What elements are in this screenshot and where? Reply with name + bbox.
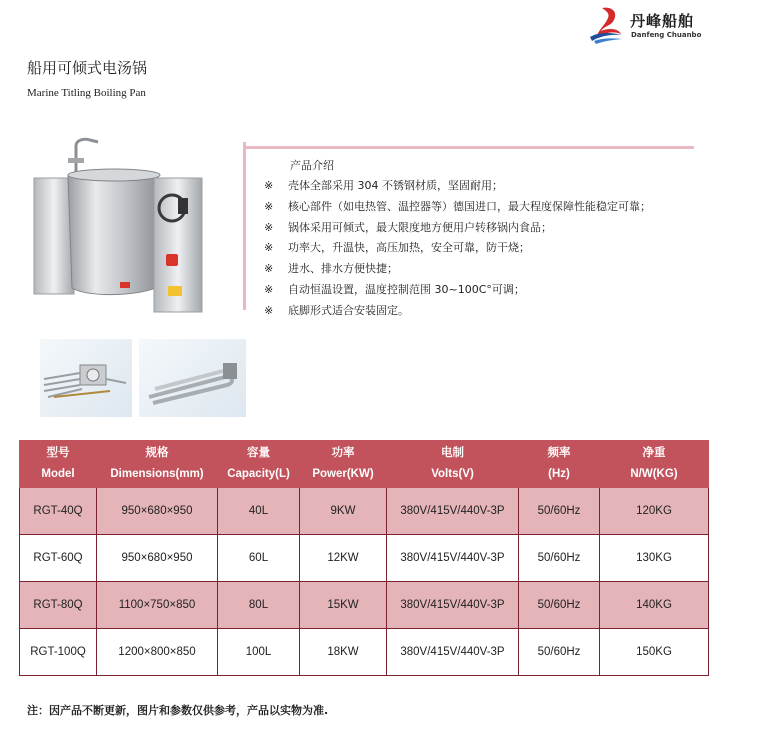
brand-name-en: Danfeng Chuanbo: [631, 31, 702, 39]
cell-model: RGT-60Q: [20, 535, 97, 582]
cell-power: 18KW: [300, 629, 387, 676]
feature-item: [264, 177, 651, 198]
cell-volts: 380V/415V/440V-3P: [387, 629, 519, 676]
table-row: [20, 582, 709, 629]
feature-text: 锅体采用可倾式，最大限度地方便用户转移锅内食品；: [288, 220, 552, 234]
header-cn: 规格: [145, 447, 169, 459]
feature-item: [264, 239, 651, 260]
bullet-mark: ※: [264, 199, 274, 213]
cell-capacity: 40L: [218, 488, 300, 535]
cell-model: RGT-80Q: [20, 582, 97, 629]
bullet-mark: ※: [264, 220, 274, 234]
header-en: Model: [41, 468, 75, 480]
feature-text: 壳体全部采用 304 不锈钢材质，坚固耐用；: [288, 179, 503, 192]
header-en: N/W(KG): [630, 468, 678, 480]
cell-capacity: 100L: [218, 629, 300, 676]
cell-dimensions: 950×680×950: [97, 488, 218, 535]
cell-model: RGT-40Q: [20, 488, 97, 535]
cell-model: RGT-100Q: [20, 629, 97, 676]
header-en: Dimensions(mm): [110, 468, 204, 480]
accent-horizontal-line: [246, 146, 694, 149]
cell-dimensions: 1200×800×850: [97, 629, 218, 676]
thermostat-photo: [40, 339, 132, 417]
header-capacity: [218, 441, 300, 488]
bullet-mark: ※: [264, 282, 274, 296]
danfeng-logo-icon: [588, 4, 628, 44]
accent-vertical-line: [243, 142, 246, 310]
header-cn: 频率: [547, 447, 571, 459]
heating-element-photo: [139, 339, 246, 417]
cell-weight: 150KG: [600, 629, 709, 676]
header-cn: 电制: [441, 447, 464, 459]
cell-frequency: 50/60Hz: [519, 488, 600, 535]
feature-item: [264, 219, 651, 240]
feature-text: 自动恒温设置，温度控制范围 30~100C°可调；: [288, 282, 525, 296]
header-cn: 型号: [46, 447, 70, 459]
feature-item: [264, 281, 651, 302]
bullet-mark: ※: [264, 241, 274, 255]
header-weight: [600, 441, 709, 488]
boiling-pan-photo: [28, 136, 250, 322]
table-header-row: [20, 441, 709, 488]
feature-text: 核心部件（如电热管、温控器等）德国进口，最大程度保障性能稳定可靠；: [288, 199, 651, 213]
cell-capacity: 60L: [218, 535, 300, 582]
cell-volts: 380V/415V/440V-3P: [387, 582, 519, 629]
cell-volts: 380V/415V/440V-3P: [387, 488, 519, 535]
spec-table: [19, 440, 709, 676]
disclaimer-note: 注：因产品不断更新，图片和参数仅供参考，产品以实物为准.: [27, 704, 329, 717]
feature-item: [264, 260, 651, 281]
header-en: Volts(V): [431, 468, 474, 480]
cell-power: 12KW: [300, 535, 387, 582]
bullet-mark: ※: [264, 303, 274, 317]
table-row: [20, 629, 709, 676]
header-cn: 容量: [247, 447, 270, 459]
cell-frequency: 50/60Hz: [519, 582, 600, 629]
header-en: Power(KW): [312, 468, 374, 480]
feature-text: 底脚形式适合安装固定。: [288, 303, 409, 317]
header-frequency: [519, 441, 600, 488]
feature-item: [264, 302, 651, 323]
intro-title: 产品介绍: [290, 159, 334, 172]
bullet-mark: ※: [264, 262, 274, 276]
cell-volts: 380V/415V/440V-3P: [387, 535, 519, 582]
feature-text: 功率大，升温快，高压加热，安全可靠，防干烧；: [288, 241, 530, 255]
header-en: (Hz): [548, 468, 570, 480]
header-model: [20, 441, 97, 488]
cell-weight: 120KG: [600, 488, 709, 535]
cell-weight: 140KG: [600, 582, 709, 629]
brand-name-cn: 丹峰船舶: [630, 12, 695, 30]
table-row: [20, 488, 709, 535]
cell-dimensions: 950×680×950: [97, 535, 218, 582]
table-row: [20, 535, 709, 582]
cell-power: 9KW: [300, 488, 387, 535]
cell-dimensions: 1100×750×850: [97, 582, 218, 629]
header-cn: 净重: [642, 447, 666, 459]
cell-capacity: 80L: [218, 582, 300, 629]
header-en: Capacity(L): [227, 468, 290, 480]
cell-weight: 130KG: [600, 535, 709, 582]
feature-text: 进水、排水方便快捷；: [288, 262, 398, 276]
page-title-cn: 船用可倾式电汤锅: [27, 59, 148, 77]
feature-item: [264, 198, 651, 219]
header-dimensions: [97, 441, 218, 488]
header-cn: 功率: [331, 447, 355, 459]
cell-frequency: 50/60Hz: [519, 535, 600, 582]
header-volts: [387, 441, 519, 488]
bullet-mark: ※: [264, 179, 274, 192]
header-power: [300, 441, 387, 488]
brand-logo: [588, 4, 700, 44]
page-title-en: Marine Titling Boiling Pan: [27, 87, 146, 99]
feature-list: [264, 177, 651, 323]
cell-power: 15KW: [300, 582, 387, 629]
cell-frequency: 50/60Hz: [519, 629, 600, 676]
